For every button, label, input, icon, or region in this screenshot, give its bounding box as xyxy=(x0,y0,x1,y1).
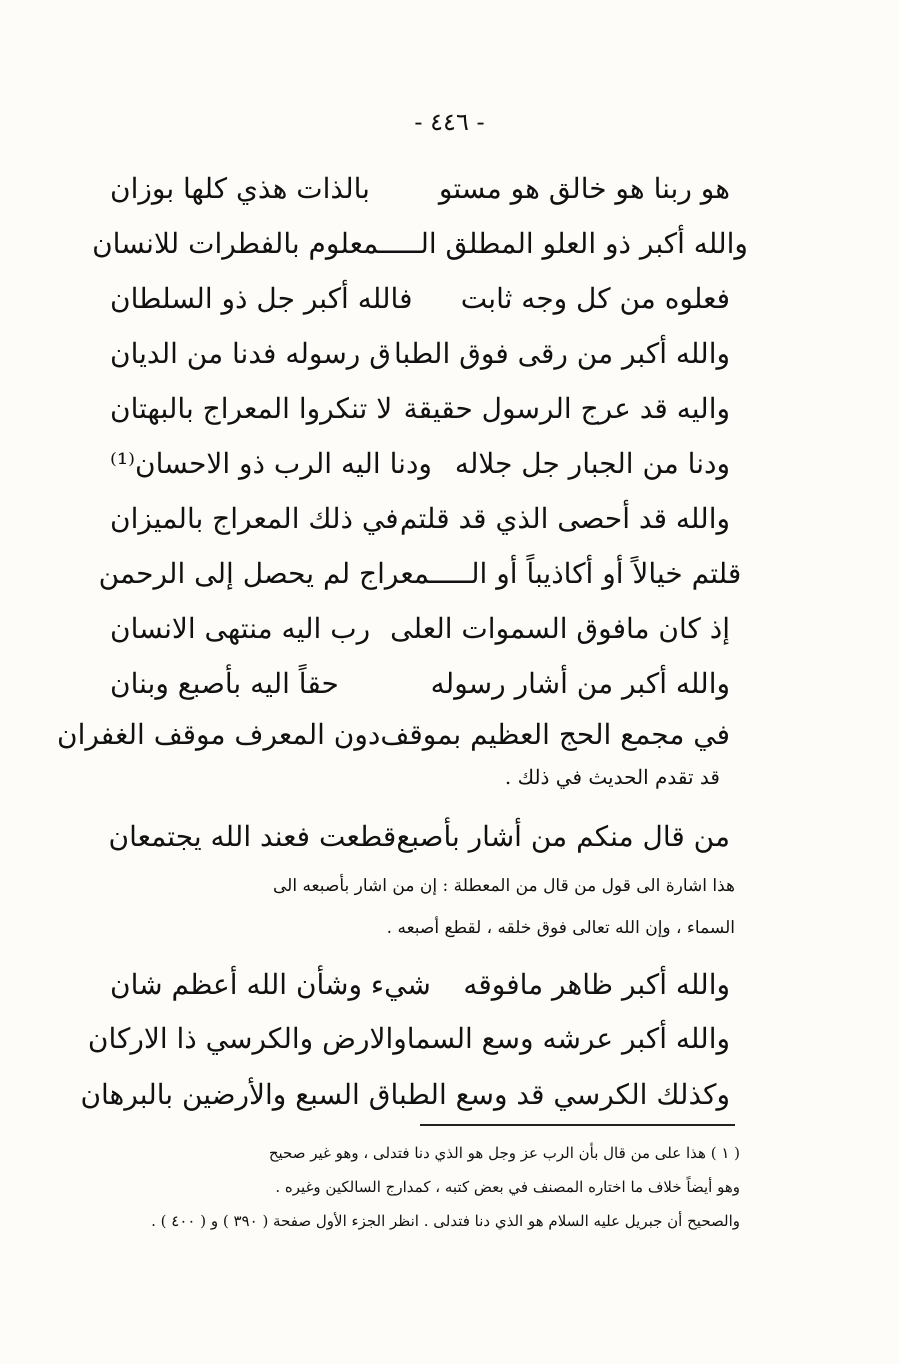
verse-second-hemistich: ودنا اليه الرب ذو الاحسان⁽¹⁾ xyxy=(110,447,432,480)
verse-line xyxy=(110,172,730,216)
verse-line xyxy=(110,447,730,491)
verse-line xyxy=(110,502,730,546)
verse-line xyxy=(57,718,730,762)
verse-first-hemistich: هو ربنا هو خالق هو مستو xyxy=(438,172,730,205)
verse-first-hemistich: والله أكبر ظاهر مافوقه xyxy=(463,968,730,1001)
verse-second-hemistich: ق السبع والأرضين بالبرهان xyxy=(80,1078,391,1111)
verse-line xyxy=(110,968,730,1012)
verse-second-hemistich: دون المعرف موقف الغفران xyxy=(57,718,381,751)
verse-second-hemistich: بالذات هذي كلها بوزان xyxy=(110,172,370,205)
verse-line xyxy=(87,1022,730,1066)
verse-second-hemistich: ق رسوله فدنا من الديان xyxy=(110,337,391,370)
verse-line xyxy=(98,557,742,601)
verse-line xyxy=(80,1078,730,1122)
verse-first-hemistich: والله أكبر من رقى فوق الطبا xyxy=(393,337,730,370)
verse-second-hemistich: فالله أكبر جل ذو السلطان xyxy=(110,282,413,315)
verse-second-hemistich: والارض والكرسي ذا الاركان xyxy=(87,1022,407,1055)
verse-second-hemistich: قطعت فعند الله يجتمعان xyxy=(108,820,397,853)
verse-full-line: قلتم خيالاً أو أكاذيباً أو الـــــمعراج لم يحصل إلى الرحمن xyxy=(98,557,742,590)
verse-first-hemistich: وكذلك الكرسي قد وسع الطبا xyxy=(390,1078,730,1111)
commentary-line: هذا اشارة الى قول من قال من المعطلة : إن من اشار بأصبعه الى xyxy=(272,876,735,896)
footnote-line: والصحيح أن جبريل عليه السلام هو الذي دنا فتدلى . انظر الجزء الأول صفحة ( ٣٩٠ ) و ( ٤٠٠ ) . xyxy=(151,1212,740,1230)
verse-second-hemistich: رب اليه منتهى الانسان xyxy=(110,612,371,645)
verse-first-hemistich: في مجمع الحج العظيم بموقف xyxy=(380,718,730,751)
verse-line xyxy=(110,337,730,381)
verse-line xyxy=(110,612,730,656)
verse-second-hemistich: حقاً اليه بأصبع وبنان xyxy=(110,667,339,700)
verse-line xyxy=(110,392,730,436)
verse-second-hemistich: شيء وشأن الله أعظم شان xyxy=(110,968,431,1001)
verse-line xyxy=(110,282,730,326)
commentary-note: قد تقدم الحديث في ذلك . xyxy=(504,765,720,789)
verse-first-hemistich: والله قد أحصى الذي قد قلتم xyxy=(399,502,730,535)
footnote-separator xyxy=(420,1124,735,1126)
verse-line xyxy=(110,667,730,711)
verse-first-hemistich: من قال منكم من أشار بأصبع xyxy=(396,820,730,853)
verse-first-hemistich: واليه قد عرج الرسول حقيقة xyxy=(403,392,730,425)
verse-first-hemistich: فعلوه من كل وجه ثابت xyxy=(460,282,730,315)
verse-line xyxy=(92,227,748,271)
verse-first-hemistich: والله أكبر من أشار رسوله xyxy=(430,667,730,700)
page-number: - ٤٤٦ - xyxy=(414,108,485,136)
verse-line xyxy=(110,820,730,864)
verse-first-hemistich: ودنا من الجبار جل جلاله xyxy=(454,447,730,480)
footnote-line: ( ١ ) هذا على من قال بأن الرب عز وجل هو الذي دنا فتدلى ، وهو غير صحيح xyxy=(268,1144,740,1162)
footnote-line: وهو أيضاً خلاف ما اختاره المصنف في بعض كتبه ، كمدارج السالكين وغيره . xyxy=(275,1178,740,1196)
verse-second-hemistich: في ذلك المعراج بالميزان xyxy=(110,502,399,535)
commentary-line: السماء ، وإن الله تعالى فوق خلقه ، لقطع أصبعه . xyxy=(386,918,735,938)
verse-full-line: والله أكبر ذو العلو المطلق الـــــمعلوم بالفطرات للانسان xyxy=(92,227,748,260)
verse-first-hemistich: والله أكبر عرشه وسع السما xyxy=(406,1022,730,1055)
verse-first-hemistich: إذ كان مافوق السموات العلى xyxy=(390,612,730,645)
verse-second-hemistich: لا تنكروا المعراج بالبهتان xyxy=(110,392,393,425)
